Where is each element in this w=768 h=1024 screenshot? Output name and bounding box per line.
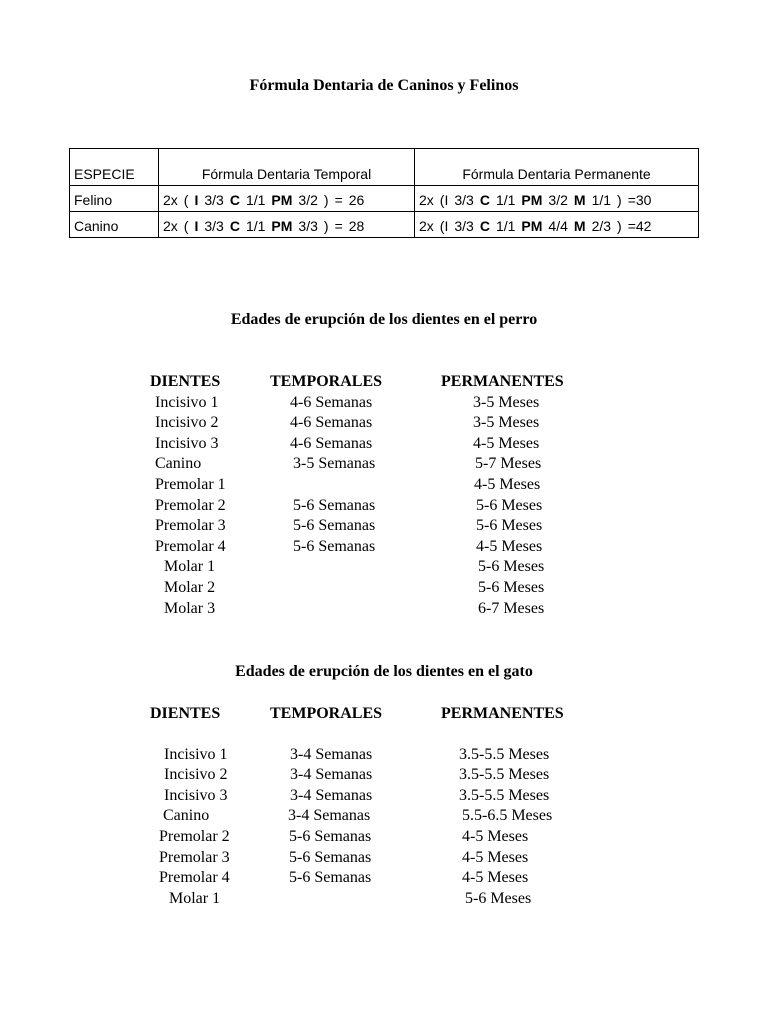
formula-temporal-cell: 2x ( I 3/3 C 1/1 PM 3/2 ) = 26	[159, 186, 415, 212]
perro-permanent-age-cell: 5-6 Meses	[478, 578, 545, 596]
especie-cell: Felino	[70, 186, 159, 212]
perro-permanent-age-cell: 3-5 Meses	[473, 393, 540, 411]
gato-permanentes-column	[441, 704, 564, 909]
gato-temporal-age-cell	[270, 889, 382, 910]
gato-temporal-age-cell: 3-4 Semanas	[290, 786, 373, 804]
perro-permanent-age-cell: 4-5 Meses	[474, 475, 541, 493]
gato-tooth-name-cell: Molar 1	[169, 889, 221, 907]
perro-tooth-name-cell: Molar 1	[164, 558, 216, 576]
perro-tooth-name-cell: Incisivo 3	[155, 434, 219, 452]
gato-temporal-age-cell: 3-4 Semanas	[290, 766, 373, 784]
perro-temporal-age-cell: 5-6 Semanas	[293, 537, 376, 555]
perro-permanentes-column	[441, 372, 564, 619]
especie-cell: Canino	[70, 212, 159, 238]
perro-temporal-age-cell	[270, 557, 382, 578]
gato-temporal-age-cell: 5-6 Semanas	[289, 848, 372, 866]
perro-permanent-age-cell: 5-6 Meses	[476, 496, 543, 514]
gato-permanent-age-cell: 3.5-5.5 Meses	[459, 786, 550, 804]
perro-tooth-name-cell: Molar 2	[164, 578, 216, 596]
perro-temporal-age-cell	[270, 475, 382, 496]
gato-section-title: Edades de erupción de los dientes en el gato	[235, 663, 533, 680]
gato-tooth-name-cell: Premolar 4	[159, 869, 230, 887]
gato-temporal-age-cell: 5-6 Semanas	[289, 827, 372, 845]
perro-tooth-name-cell: Premolar 3	[155, 517, 226, 535]
document-title: Fórmula Dentaria de Caninos y Felinos	[249, 77, 519, 94]
perro-permanent-age-cell: 5-6 Meses	[478, 558, 545, 576]
perro-temporal-age-cell: 5-6 Semanas	[293, 517, 376, 535]
perro-header-temporales: TEMPORALES	[270, 373, 383, 390]
perro-temporal-age-cell	[270, 599, 382, 620]
perro-tooth-name-cell: Canino	[155, 455, 202, 473]
perro-tooth-name-cell: Premolar 2	[155, 496, 226, 514]
gato-tooth-name-cell: Incisivo 2	[164, 766, 228, 784]
perro-header-dientes: DIENTES	[150, 373, 221, 390]
perro-permanent-age-cell: 6-7 Meses	[478, 599, 545, 617]
header-temporal: Fórmula Dentaria Temporal	[159, 149, 415, 186]
formula-table-header-row	[70, 149, 699, 186]
header-permanente: Fórmula Dentaria Permanente	[415, 149, 699, 186]
gato-temporal-age-cell: 5-6 Semanas	[289, 869, 372, 887]
header-especie: ESPECIE	[70, 149, 159, 186]
gato-header-permanentes: PERMANENTES	[441, 705, 564, 722]
perro-dientes-column	[150, 372, 226, 619]
perro-tooth-name-cell: Molar 3	[164, 599, 216, 617]
gato-header-dientes: DIENTES	[150, 705, 221, 722]
perro-tooth-name-cell: Premolar 4	[155, 537, 226, 555]
perro-tooth-name-cell: Incisivo 2	[155, 414, 219, 432]
gato-tooth-name-cell: Premolar 3	[159, 848, 230, 866]
perro-permanent-age-cell: 4-5 Meses	[473, 434, 540, 452]
gato-permanent-age-cell: 4-5 Meses	[462, 869, 529, 887]
perro-tooth-name-cell: Incisivo 1	[155, 393, 219, 411]
gato-permanent-age-cell: 5-6 Meses	[465, 889, 532, 907]
gato-permanent-age-cell: 4-5 Meses	[462, 827, 529, 845]
formula-row-felino	[70, 186, 699, 212]
gato-temporal-age-cell: 3-4 Semanas	[288, 807, 371, 825]
perro-temporal-age-cell: 3-5 Semanas	[293, 455, 376, 473]
perro-tooth-name-cell: Premolar 1	[155, 475, 226, 493]
perro-permanent-age-cell: 3-5 Meses	[473, 414, 540, 432]
gato-temporales-column	[270, 704, 382, 909]
formula-permanente-cell: 2x (I 3/3 C 1/1 PM 4/4 M 2/3 ) =42	[415, 212, 699, 238]
perro-temporal-age-cell: 4-6 Semanas	[290, 414, 373, 432]
gato-tooth-name-cell: Canino	[163, 807, 210, 825]
gato-permanent-age-cell: 5.5-6.5 Meses	[462, 807, 553, 825]
gato-header-temporales: TEMPORALES	[270, 705, 383, 722]
perro-temporales-column	[270, 372, 382, 619]
perro-section-title: Edades de erupción de los dientes en el perro	[230, 311, 538, 328]
gato-permanent-age-cell: 4-5 Meses	[462, 848, 529, 866]
perro-permanent-age-cell: 5-6 Meses	[476, 517, 543, 535]
perro-temporal-age-cell: 4-6 Semanas	[290, 393, 373, 411]
gato-permanent-age-cell: 3.5-5.5 Meses	[459, 745, 550, 763]
perro-temporal-age-cell	[270, 578, 382, 599]
formula-temporal-cell: 2x ( I 3/3 C 1/1 PM 3/3 ) = 28	[159, 212, 415, 238]
perro-eruption-table	[0, 372, 768, 622]
perro-permanent-age-cell: 4-5 Meses	[476, 537, 543, 555]
formula-row-canino	[70, 212, 699, 238]
gato-permanent-age-cell: 3.5-5.5 Meses	[459, 766, 550, 784]
perro-header-permanentes: PERMANENTES	[441, 373, 564, 390]
gato-tooth-name-cell: Premolar 2	[159, 827, 230, 845]
gato-temporal-age-cell: 3-4 Semanas	[290, 745, 373, 763]
gato-eruption-table	[0, 704, 768, 914]
formula-permanente-cell: 2x (I 3/3 C 1/1 PM 3/2 M 1/1 ) =30	[415, 186, 699, 212]
gato-tooth-name-cell: Incisivo 3	[164, 786, 228, 804]
gato-tooth-name-cell: Incisivo 1	[164, 745, 228, 763]
perro-permanent-age-cell: 5-7 Meses	[475, 455, 542, 473]
perro-temporal-age-cell: 4-6 Semanas	[290, 434, 373, 452]
formula-table	[69, 148, 699, 238]
gato-dientes-column	[150, 704, 230, 909]
perro-temporal-age-cell: 5-6 Semanas	[293, 496, 376, 514]
